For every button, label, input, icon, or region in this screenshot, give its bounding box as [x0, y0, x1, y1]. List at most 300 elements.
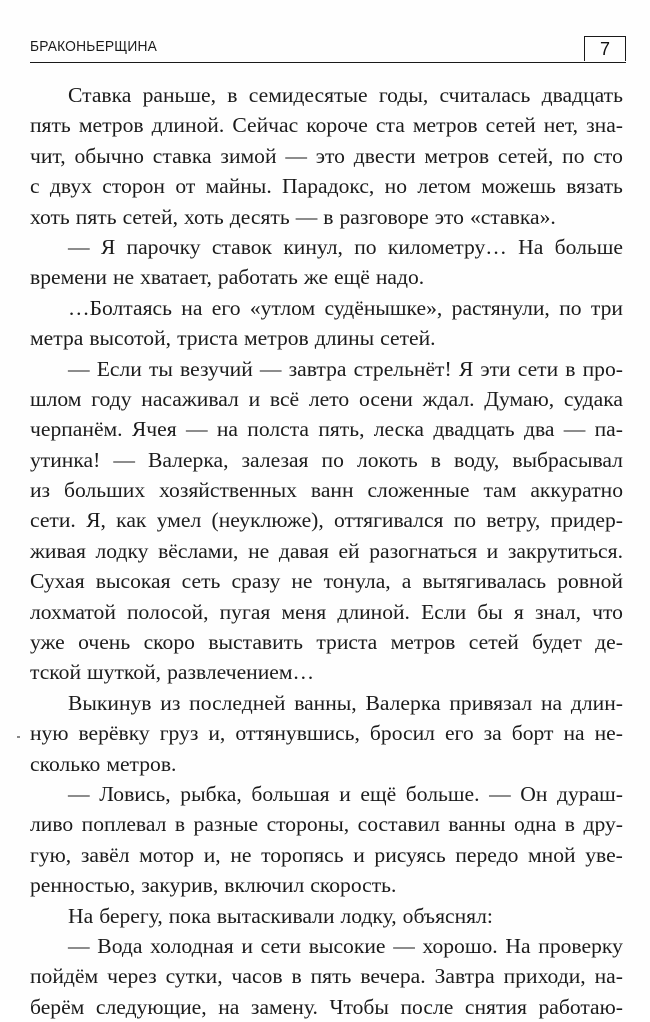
text-line — [30, 749, 623, 779]
word: — — [393, 933, 415, 958]
word: де- — [595, 630, 623, 655]
word: На — [505, 933, 531, 958]
word: полста — [247, 417, 310, 442]
text-line — [30, 384, 623, 414]
page-number: 7 — [584, 36, 626, 61]
text-line — [30, 475, 623, 505]
word: закрутиться. — [507, 538, 623, 563]
word: длины — [314, 326, 375, 351]
word: в — [430, 447, 441, 472]
word: хоть — [30, 204, 70, 229]
text-line — [30, 870, 623, 900]
text-line — [30, 597, 623, 627]
word: длиной. — [337, 599, 410, 624]
word: поплевал — [81, 812, 167, 837]
word: …Болтаясь — [68, 295, 172, 320]
word: очень — [78, 630, 131, 655]
word: разные — [193, 812, 259, 837]
text-line — [30, 536, 623, 566]
word: а — [401, 569, 412, 594]
word: в — [174, 812, 186, 837]
word: сразу — [231, 569, 281, 594]
word: ставок — [211, 234, 273, 259]
word: пять — [310, 964, 352, 989]
word: скорость. — [310, 873, 397, 898]
word: разогнаться — [369, 538, 478, 563]
word: ей — [338, 538, 360, 563]
word: же — [303, 265, 329, 290]
word: Ячея — [131, 417, 177, 442]
word: сложенные — [367, 478, 470, 503]
word: на — [218, 994, 240, 1019]
word: не — [248, 538, 270, 563]
scan-speck — [17, 736, 20, 738]
word: груз — [159, 721, 199, 746]
word: сетей, — [497, 143, 554, 168]
word: составил — [357, 812, 440, 837]
word: и — [241, 933, 253, 958]
word: судака — [563, 386, 623, 411]
word: сетей — [485, 113, 536, 138]
word: гую, — [30, 842, 72, 867]
word: полосой, — [127, 599, 209, 624]
word: пойдём — [30, 964, 99, 989]
word: двух — [49, 174, 92, 199]
word: борт — [511, 721, 554, 746]
word: его — [444, 721, 474, 746]
word: сколько — [30, 751, 101, 776]
word: и, — [208, 721, 226, 746]
word: по — [559, 295, 582, 320]
word: — — [68, 781, 90, 806]
word: времени — [30, 265, 107, 290]
word: кинул, — [283, 234, 343, 259]
word: длиной. — [151, 113, 225, 138]
word: оттягивался — [334, 508, 444, 533]
word: короче — [306, 113, 368, 138]
word: метров — [78, 113, 144, 138]
word: вытягивалась — [422, 569, 547, 594]
word: знал, — [534, 599, 581, 624]
word: уве- — [585, 842, 623, 867]
word: локоть — [356, 447, 418, 472]
word: от — [175, 174, 196, 199]
word: На — [68, 903, 94, 928]
text-line — [30, 110, 623, 140]
word: сети — [260, 933, 302, 958]
word: три — [590, 295, 623, 320]
word: сторон — [102, 174, 165, 199]
word: осени — [358, 386, 413, 411]
word: и — [353, 842, 365, 867]
text-line — [30, 202, 623, 232]
word: Он — [520, 781, 548, 806]
word: меня — [281, 599, 327, 624]
word: на- — [594, 964, 623, 989]
body-text — [30, 80, 623, 1022]
word: двести — [353, 143, 416, 168]
word: тонула, — [323, 569, 391, 594]
text-line — [30, 992, 623, 1022]
word: в — [291, 964, 302, 989]
word: сетей, — [122, 204, 178, 229]
word: в — [227, 83, 238, 107]
word: ванны, — [294, 690, 357, 715]
word: эти — [480, 356, 511, 381]
word: растянули, — [451, 295, 550, 320]
word: Если — [421, 599, 467, 624]
text-line — [30, 171, 623, 201]
word: метров — [412, 113, 478, 138]
word: про- — [582, 356, 623, 381]
word: ста — [375, 113, 405, 138]
word: метра — [30, 326, 84, 351]
word: (неуклюже), — [211, 508, 324, 533]
word: чит, — [30, 143, 66, 168]
word: дру- — [583, 812, 623, 837]
word: сетей — [468, 630, 519, 655]
word: разговоре — [339, 204, 429, 229]
word: снятия — [464, 994, 527, 1019]
word: па- — [594, 417, 623, 442]
word: хорошо. — [422, 933, 498, 958]
word: Сейчас — [232, 113, 299, 138]
word: стрельнёт! — [353, 356, 452, 381]
word: летом — [417, 174, 471, 199]
word: верёвку — [78, 721, 150, 746]
word: выбрасывал — [512, 447, 623, 472]
word: километру… — [387, 234, 507, 259]
word: с — [30, 174, 40, 199]
word: за — [483, 721, 502, 746]
word: Чтобы — [329, 994, 389, 1019]
word: Ставка — [68, 83, 132, 107]
text-line — [30, 293, 623, 323]
word: Если — [96, 356, 142, 381]
text-line — [30, 718, 623, 748]
word: ливо — [30, 812, 74, 837]
word: рыбка, — [180, 781, 242, 806]
word: — — [259, 356, 282, 381]
word: на — [181, 295, 203, 320]
word: годы, — [378, 83, 429, 107]
word: раньше, — [142, 83, 217, 107]
word: Я — [100, 234, 116, 259]
word: Валерка — [365, 690, 441, 715]
word: парочку — [126, 234, 201, 259]
word: привязал — [449, 690, 533, 715]
word: «ставка». — [469, 204, 556, 229]
word: не — [291, 569, 313, 594]
word: больших — [64, 478, 146, 503]
word: высокая — [95, 569, 171, 594]
word: судёнышке», — [324, 295, 443, 320]
word: давая — [278, 538, 329, 563]
text-line — [30, 505, 623, 535]
word: большая — [251, 781, 330, 806]
word: воду, — [454, 447, 500, 472]
running-title: БРАКОНЬЕРЩИНА — [30, 38, 158, 55]
word: но — [384, 174, 408, 199]
text-line — [30, 931, 623, 961]
word: Парадокс, — [282, 174, 375, 199]
word: считалась — [439, 83, 531, 107]
word: — — [489, 781, 511, 806]
word: насаживал — [141, 386, 239, 411]
word: в — [565, 356, 576, 381]
text-line — [30, 80, 623, 110]
word: лодку — [95, 538, 149, 563]
word: стороны, — [266, 812, 350, 837]
word: одна — [514, 812, 557, 837]
word: на — [540, 690, 563, 715]
text-line — [30, 262, 623, 292]
word: Сухая — [30, 569, 85, 594]
word: Я, — [86, 508, 106, 533]
word: и — [339, 781, 351, 806]
word: мной — [528, 842, 576, 867]
word: и — [486, 538, 499, 563]
word: из — [160, 690, 181, 715]
word: по — [453, 508, 477, 533]
word: метров — [424, 143, 490, 168]
word: работаю- — [538, 994, 623, 1019]
word: Выкинув — [68, 690, 152, 715]
text-line — [30, 901, 623, 931]
word: на — [216, 417, 238, 442]
word: часов — [231, 964, 283, 989]
word: ставка — [152, 143, 212, 168]
word: надо. — [375, 265, 425, 290]
word: метров — [390, 630, 456, 655]
word: вёслами, — [158, 538, 239, 563]
word: сеть — [181, 569, 221, 594]
word: передо — [455, 842, 519, 867]
word: закурив, — [141, 873, 219, 898]
word: умел — [156, 508, 202, 533]
word: сети. — [30, 508, 76, 533]
word: ровной — [557, 569, 623, 594]
text-line — [30, 445, 623, 475]
word: хоть — [183, 204, 224, 229]
word: завтра — [288, 356, 347, 381]
word: году — [91, 386, 132, 411]
word: вытаскивали — [216, 903, 335, 928]
word: пять, — [318, 417, 365, 442]
text-line — [30, 779, 623, 809]
word: зимой — [220, 143, 277, 168]
word: будет — [532, 630, 582, 655]
word: не — [230, 842, 252, 867]
word: больше. — [405, 781, 480, 806]
word: двадцать — [433, 417, 515, 442]
word: На — [518, 234, 544, 259]
word: объяснял: — [402, 903, 493, 928]
word: леска — [373, 417, 425, 442]
word: длин- — [570, 690, 623, 715]
word: после — [400, 994, 454, 1019]
word: везучий — [180, 356, 253, 381]
word: — — [68, 234, 90, 259]
word: двадцать — [541, 83, 623, 107]
word: не — [112, 265, 135, 290]
word: лодку, — [340, 903, 397, 928]
word: уже — [30, 630, 65, 655]
text-line — [30, 566, 623, 596]
word: Ловись, — [99, 781, 171, 806]
word: в — [564, 812, 575, 837]
word: и — [248, 386, 261, 411]
word: живая — [30, 538, 86, 563]
word: как — [116, 508, 147, 533]
running-header — [30, 34, 626, 63]
word: — — [295, 204, 318, 229]
word: следующие, — [95, 994, 207, 1019]
word: пять — [75, 204, 117, 229]
word: холодная — [150, 933, 234, 958]
word: сто — [593, 143, 623, 168]
word: в — [323, 204, 334, 229]
word: — — [113, 447, 135, 472]
text-line — [30, 232, 623, 262]
word: его — [211, 295, 241, 320]
word: не- — [594, 721, 623, 746]
word: — — [285, 143, 307, 168]
word: высокие — [308, 933, 386, 958]
word: лохматой — [30, 599, 116, 624]
word: ванны — [448, 812, 506, 837]
word: ванн — [310, 478, 354, 503]
word: и, — [203, 842, 221, 867]
word: пять — [30, 113, 71, 138]
word: хватает, — [140, 265, 212, 290]
text-line — [30, 840, 623, 870]
word: — — [68, 356, 90, 381]
word: дураш- — [557, 781, 623, 806]
word: включил — [224, 873, 305, 898]
word: оттянувшись, — [235, 721, 360, 746]
text-line — [30, 354, 623, 384]
text-line — [30, 141, 623, 171]
word: это — [315, 143, 345, 168]
word: Вода — [97, 933, 143, 958]
word: через — [107, 964, 157, 989]
text-line — [30, 688, 623, 718]
word: пока — [168, 903, 211, 928]
word: аккуратно — [530, 478, 623, 503]
word: «утлом — [249, 295, 316, 320]
word: скоро — [143, 630, 195, 655]
word: тской — [30, 660, 82, 685]
word: ещё — [334, 265, 370, 290]
word: — — [563, 417, 586, 442]
word: черпанём. — [30, 417, 123, 442]
word: шуткой, — [87, 660, 162, 685]
word: всё — [269, 386, 300, 411]
word: из — [30, 478, 51, 503]
word: торопясь — [261, 842, 344, 867]
word: бы — [477, 599, 503, 624]
word: сутки, — [165, 964, 223, 989]
word: лето — [308, 386, 350, 411]
word: берегу, — [99, 903, 163, 928]
word: выставить — [208, 630, 303, 655]
word: приходи, — [503, 964, 586, 989]
word: развлечением… — [167, 660, 315, 685]
word: ренностью, — [30, 873, 136, 898]
word: мотор — [139, 842, 195, 867]
text-line — [30, 414, 623, 444]
word: проверку — [538, 933, 623, 958]
word: сетей. — [380, 326, 436, 351]
word: можешь — [481, 174, 556, 199]
word: майны. — [205, 174, 272, 199]
word: — — [68, 933, 90, 958]
word: пугая — [219, 599, 271, 624]
word: семидесятые — [248, 83, 368, 107]
word: ты — [148, 356, 173, 381]
word: что — [592, 599, 623, 624]
word: это — [434, 204, 464, 229]
text-line — [30, 323, 623, 353]
word: Завтра — [434, 964, 495, 989]
text-line — [30, 809, 623, 839]
word: вечера. — [360, 964, 426, 989]
word: десять — [229, 204, 290, 229]
word: триста — [316, 630, 378, 655]
word: по — [354, 234, 377, 259]
word: шлом — [30, 386, 82, 411]
word: Думаю, — [484, 386, 555, 411]
word: утинка! — [30, 447, 101, 472]
word: рисуясь — [374, 842, 446, 867]
word: два — [523, 417, 555, 442]
word: последней — [189, 690, 286, 715]
word: ветру, — [486, 508, 541, 533]
text-line — [30, 657, 623, 687]
word: там — [483, 478, 517, 503]
word: берём — [30, 994, 85, 1019]
word: нет, — [543, 113, 579, 138]
word: метров — [244, 326, 309, 351]
word: — — [185, 417, 208, 442]
text-line — [30, 961, 623, 991]
word: завёл — [80, 842, 130, 867]
word: ещё — [360, 781, 397, 806]
word: я — [513, 599, 524, 624]
word: работать — [217, 265, 298, 290]
word: зна- — [586, 113, 623, 138]
word: метров. — [106, 751, 177, 776]
word: триста — [177, 326, 238, 351]
word: замену. — [250, 994, 318, 1019]
word: обычно — [74, 143, 144, 168]
word: Валерка, — [147, 447, 229, 472]
word: по — [562, 143, 585, 168]
word: вязать — [566, 174, 623, 199]
word: больше — [554, 234, 623, 259]
word: придер- — [550, 508, 623, 533]
word: ную — [30, 721, 69, 746]
text-line — [30, 627, 623, 657]
word: ждал. — [422, 386, 475, 411]
word: на — [563, 721, 585, 746]
word: Я — [458, 356, 474, 381]
word: бросил — [369, 721, 435, 746]
word: хозяйственных — [159, 478, 297, 503]
word: сети — [517, 356, 559, 381]
word: залезая — [241, 447, 309, 472]
